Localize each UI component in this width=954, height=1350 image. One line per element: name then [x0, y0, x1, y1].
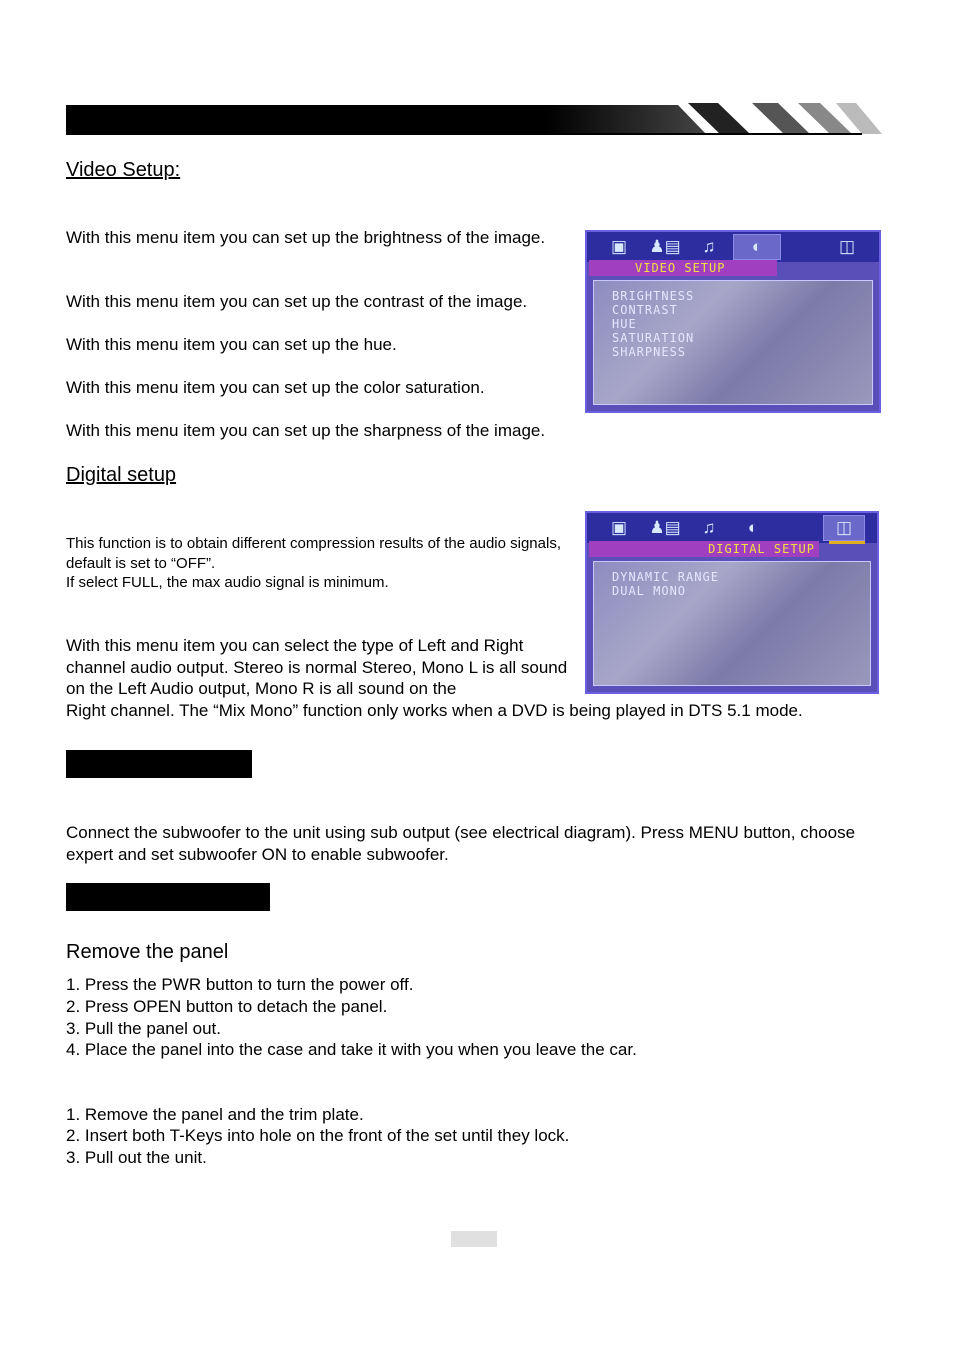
video-setup-osd-screenshot — [585, 230, 881, 413]
osd-item: DUAL MONO — [612, 584, 687, 598]
remove-panel-step: 4. Place the panel into the case and take it with you when you leave the car. — [66, 1040, 637, 1059]
osd-item: DYNAMIC RANGE — [612, 570, 719, 584]
remove-panel-heading: Remove the panel — [66, 941, 229, 963]
remove-panel-step: 3. Pull the panel out. — [66, 1019, 222, 1038]
remove-section-bar — [66, 883, 270, 911]
music-note-icon: ♫ — [702, 237, 716, 256]
osd-item: BRIGHTNESS — [612, 289, 695, 303]
osd-title: VIDEO SETUP — [589, 260, 777, 276]
video-setup-heading: Video Setup: — [66, 159, 181, 181]
color-disc-icon: ◐ — [733, 234, 781, 260]
subwoofer-description: Connect the subwoofer to the unit using sub output (see electrical diagram). Press MENU button, choose expert and set subwoofer ON to enable subwoofer. — [66, 823, 856, 864]
page-number-box — [451, 1231, 497, 1247]
dolby-icon: ◫ — [838, 237, 856, 256]
remove-unit-step: 3. Pull out the unit. — [66, 1148, 207, 1167]
dolby-icon: ◫ — [823, 515, 865, 541]
dynamic-range-description: This function is to obtain different compression results of the audio signals, default is set to “OFF”. — [66, 535, 561, 572]
osd-item: HUE — [612, 317, 637, 331]
dual-mono-description-cont: Right channel. The “Mix Mono” function only works when a DVD is being played in DTS 5.1 mode. — [66, 701, 803, 720]
person-monitor-icon: ♟▤ — [649, 237, 681, 256]
digital-setup-osd-screenshot — [585, 511, 879, 694]
header-band-graphic — [66, 103, 882, 135]
osd-tab-bar — [587, 232, 879, 262]
color-disc-icon: ◐ — [747, 518, 759, 537]
digital-setup-heading: Digital setup — [66, 464, 177, 486]
tv-icon: ▣ — [610, 518, 628, 537]
subwoofer-section-bar — [66, 750, 252, 778]
remove-unit-step: 1. Remove the panel and the trim plate. — [66, 1105, 364, 1124]
osd-selected-accent — [829, 541, 865, 544]
brightness-description: With this menu item you can set up the brightness of the image. — [66, 228, 546, 247]
remove-panel-step: 1. Press the PWR button to turn the power off. — [66, 975, 414, 994]
osd-item: SHARPNESS — [612, 345, 687, 359]
sharpness-description: With this menu item you can set up the sharpness of the image. — [66, 421, 546, 440]
osd-tab-bar — [587, 513, 877, 543]
tv-icon: ▣ — [610, 237, 628, 256]
remove-panel-step: 2. Press OPEN button to detach the panel. — [66, 997, 388, 1016]
dual-mono-description: With this menu item you can select the type of Left and Right channel audio output. Stereo is normal Stereo, Mono L is all sound on the Left Audio output, Mono R is all sound on the — [66, 636, 568, 698]
music-note-icon: ♫ — [702, 518, 716, 537]
osd-item: CONTRAST — [612, 303, 678, 317]
header-band — [66, 103, 882, 135]
osd-menu-body — [593, 561, 871, 686]
osd-item: SATURATION — [612, 331, 695, 345]
person-monitor-icon: ♟▤ — [649, 518, 681, 537]
osd-title: DIGITAL SETUP — [589, 541, 819, 557]
remove-unit-step: 2. Insert both T-Keys into hole on the front of the set until they lock. — [66, 1126, 570, 1145]
saturation-description: With this menu item you can set up the color saturation. — [66, 378, 485, 397]
full-description: If select FULL, the max audio signal is minimum. — [66, 574, 389, 591]
contrast-description: With this menu item you can set up the contrast of the image. — [66, 292, 528, 311]
osd-menu-body — [593, 280, 873, 405]
hue-description: With this menu item you can set up the hue. — [66, 335, 397, 354]
